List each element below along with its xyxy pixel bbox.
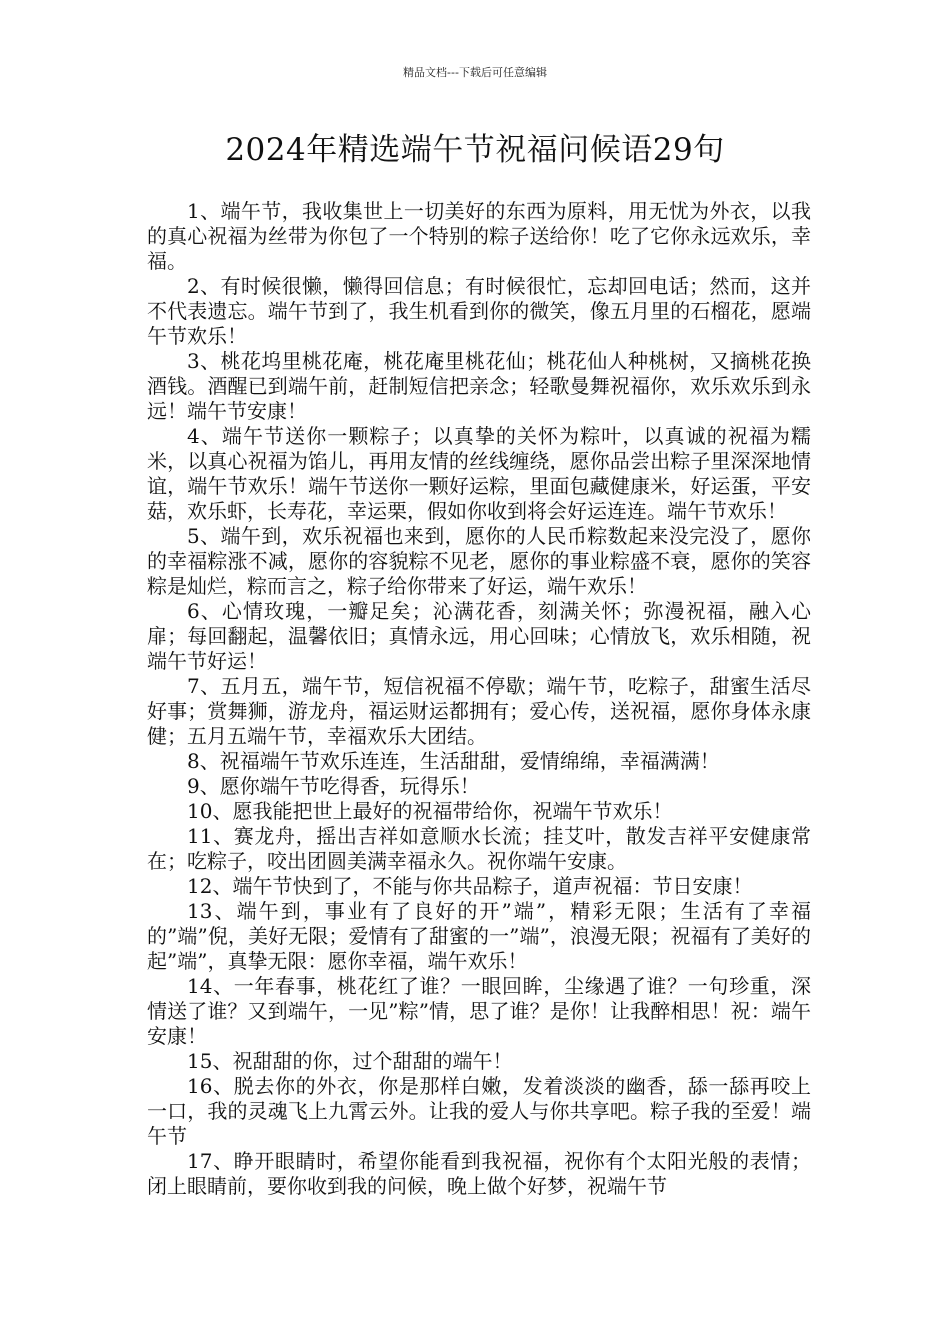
paragraph-6: 6、心情玫瑰，一瓣足矣；沁满花香，刻满关怀；弥漫祝福，融入心扉；每回翻起，温馨依旧；真情永远，用心回味；心情放飞，欢乐相随，祝端午节好运！ xyxy=(147,599,811,673)
paragraph-13: 13、端午到，事业有了良好的开”端”，精彩无限；生活有了幸福的”端”倪，美好无限；爱情有了甜蜜的一”端”，浪漫无限；祝福有了美好的起”端”，真挚无限：愿你幸福，端午欢乐！ xyxy=(147,899,811,973)
paragraph-2: 2、有时候很懒，懒得回信息；有时候很忙，忘却回电话；然而，这并不代表遗忘。端午节到了，我生机看到你的微笑，像五月里的石榴花，愿端午节欢乐！ xyxy=(147,274,811,348)
document-body xyxy=(147,199,811,1199)
paragraph-7: 7、五月五，端午节，短信祝福不停歇；端午节，吃粽子，甜蜜生活尽好事；赏舞狮，游龙舟，福运财运都拥有；爱心传，送祝福，愿你身体永康健；五月五端午节，幸福欢乐大团结。 xyxy=(147,674,811,748)
document-title: 2024年精选端午节祝福问候语29句 xyxy=(225,132,725,168)
paragraph-14: 14、一年春事，桃花红了谁？一眼回眸，尘缘遇了谁？一句珍重，深情送了谁？又到端午，一见”粽”情，思了谁？是你！让我醉相思！祝：端午安康！ xyxy=(147,974,811,1048)
paragraph-8: 8、祝福端午节欢乐连连，生活甜甜，爱情绵绵，幸福满满！ xyxy=(187,749,720,773)
paragraph-15: 15、祝甜甜的你，过个甜甜的端午！ xyxy=(187,1049,513,1073)
paragraph-17: 17、睁开眼睛时，希望你能看到我祝福，祝你有个太阳光般的表情；闭上眼睛前，要你收到我的问候，晚上做个好梦，祝端午节 xyxy=(147,1149,811,1198)
paragraph-9: 9、愿你端午节吃得香，玩得乐！ xyxy=(187,774,480,798)
paragraph-10: 10、愿我能把世上最好的祝福带给你，祝端午节欢乐！ xyxy=(187,799,673,823)
paragraph-16: 16、脱去你的外衣，你是那样白嫩，发着淡淡的幽香，舔一舔再咬上一口，我的灵魂飞上九霄云外。让我的爱人与你共享吧。粽子我的至爱！端午节 xyxy=(147,1074,811,1148)
paragraph-3: 3、桃花坞里桃花庵，桃花庵里桃花仙；桃花仙人种桃树，又摘桃花换酒钱。酒醒已到端午前，赶制短信把亲念；轻歌曼舞祝福你，欢乐欢乐到永远！端午节安康！ xyxy=(147,349,811,423)
paragraph-1: 1、端午节，我收集世上一切美好的东西为原料，用无忧为外衣，以我的真心祝福为丝带为你包了一个特别的粽子送给你！吃了它你永远欢乐，幸福。 xyxy=(147,199,811,273)
paragraph-4: 4、端午节送你一颗粽子；以真挚的关怀为粽叶，以真诚的祝福为糯米，以真心祝福为馅儿，再用友情的丝线缠绕，愿你品尝出粽子里深深地情谊，端午节欢乐！端午节送你一颗好运粽，里面包藏健康米，好运蛋，平安菇，欢乐虾，长寿花，幸运栗，假如你收到将会好运连连。端午节欢乐！ xyxy=(147,424,811,523)
paragraph-12: 12、端午节快到了，不能与你共品粽子，道声祝福：节日安康！ xyxy=(187,874,753,898)
paragraph-11: 11、赛龙舟，摇出吉祥如意顺水长流；挂艾叶，散发吉祥平安健康常在；吃粽子，咬出团圆美满幸福永久。祝你端午安康。 xyxy=(147,824,811,873)
page-header: 精品文档---下载后可任意编辑 xyxy=(403,66,547,79)
paragraph-5: 5、端午到，欢乐祝福也来到，愿你的人民币粽数起来没完没了，愿你的幸福粽涨不减，愿你的容貌粽不见老，愿你的事业粽盛不衰，愿你的笑容粽是灿烂，粽而言之，粽子给你带来了好运，端午欢乐！ xyxy=(147,524,811,598)
